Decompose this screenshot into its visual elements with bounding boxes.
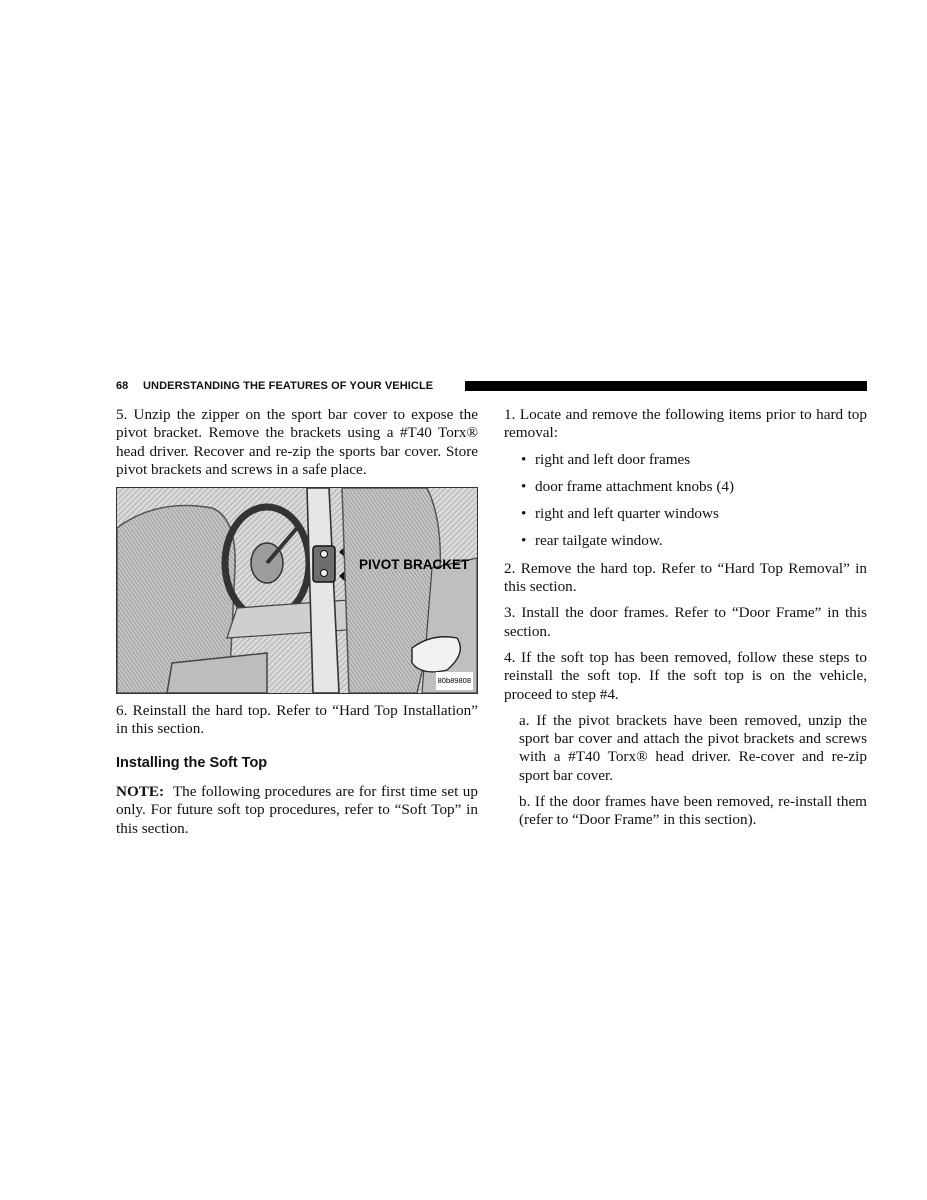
list-item: • right and left quarter windows <box>521 505 867 523</box>
step-3: 3. Install the door frames. Refer to “Door Frame” in this section. <box>504 604 867 640</box>
left-column <box>116 406 478 838</box>
note-label: NOTE: <box>116 783 165 801</box>
page-number: 68 <box>116 380 129 392</box>
note-paragraph <box>116 783 478 838</box>
step-6: 6. Reinstall the hard top. Refer to “Hard Top Installation” in this section. <box>116 702 478 738</box>
list-item: • right and left door frames <box>521 451 867 469</box>
step-4b: b. If the door frames have been removed, re-install them (refer to “Door Frame” in this section). <box>519 793 867 829</box>
step-4a: a. If the pivot brackets have been removed, unzip the sport bar cover and attach the pivot brackets and screws with a #T40 Torx® head driver. Re-cover and re-zip sport bar cover. <box>519 711 867 784</box>
installing-soft-top-heading: Installing the Soft Top <box>116 754 268 771</box>
right-column <box>504 406 867 830</box>
list-item: • door frame attachment knobs (4) <box>521 478 867 496</box>
page-header <box>116 380 867 394</box>
step-2: 2. Remove the hard top. Refer to “Hard Top Removal” in this section. <box>504 559 867 596</box>
step-5: 5. Unzip the zipper on the sport bar cover to expose the pivot bracket. Remove the brackets using a #T40 Torx® head driver. Recover and re-zip the sports bar cover. Store pivot brackets and screws in a safe place. <box>116 406 478 478</box>
section-title: UNDERSTANDING THE FEATURES OF YOUR VEHICLE <box>143 380 434 392</box>
header-rule <box>465 381 867 391</box>
illustration-drawing <box>117 488 477 693</box>
removal-items-list <box>504 451 867 551</box>
pivot-bracket-illustration <box>116 487 478 694</box>
list-item: • rear tailgate window. <box>521 532 867 550</box>
step-1: 1. Locate and remove the following items prior to hard top removal: <box>504 406 867 442</box>
step-4: 4. If the soft top has been removed, follow these steps to reinstall the soft top. If the soft top is on the vehicle, proceed to step #4. <box>504 648 867 703</box>
figure-code: 80b89808 <box>436 672 473 690</box>
note-text: The following procedures are for first time set up only. For future soft top procedures, refer to “Soft Top” in this section. <box>116 783 478 837</box>
pivot-bracket-callout: PIVOT BRACKET <box>359 557 470 573</box>
